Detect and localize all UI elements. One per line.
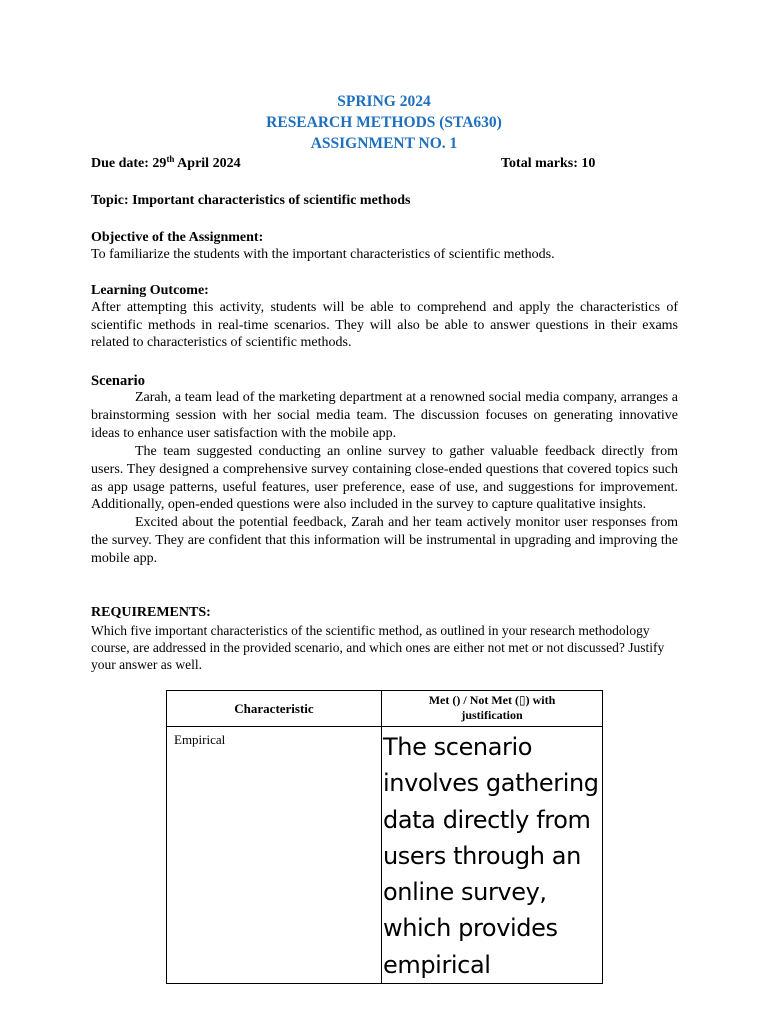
- total-marks: Total marks: 10: [501, 156, 596, 171]
- learning-outcome-heading: Learning Outcome:: [91, 283, 209, 298]
- due-date-suffix-sup: th: [166, 154, 175, 164]
- characteristic-column-header: Characteristic: [167, 691, 382, 727]
- met-header-line2: justification: [461, 708, 523, 722]
- learning-outcome-text: After attempting this activity, students will be able to comprehend and apply the characteristics of scientific methods in real-time scenarios. They will also be able to answer questions in their exams related to characteristics of scientific methods.: [91, 300, 678, 350]
- due-date-month: April 2024: [174, 156, 241, 171]
- characteristics-table: [166, 690, 603, 984]
- table-row: [167, 727, 603, 984]
- topic-line: Topic: Important characteristics of scientific methods: [91, 193, 411, 208]
- scenario-heading: Scenario: [91, 373, 145, 389]
- justification-cell: The scenario involves gathering data directly from users through an online survey, which provides empirical: [382, 727, 603, 984]
- course-title: RESEARCH METHODS (STA630): [266, 114, 502, 131]
- objective-heading: Objective of the Assignment:: [91, 230, 264, 245]
- scenario-body: [91, 389, 678, 568]
- semester-title: SPRING 2024: [337, 93, 431, 110]
- characteristic-cell: Empirical: [167, 727, 382, 984]
- requirements-heading: REQUIREMENTS:: [91, 605, 211, 620]
- scenario-paragraph: The team suggested conducting an online survey to gather valuable feedback directly from users. They designed a comprehensive survey containing close-ended questions that covered topics such as app usage patterns, useful features, user preference, ease of use, and suggestions for improvement. Additionally, open-ended questions were also included in the survey to capture qualitative insights.: [91, 443, 678, 513]
- table-header-row: [167, 691, 603, 727]
- met-header-line1: Met () / Not Met (▯) with: [428, 693, 556, 707]
- scenario-paragraph: Zarah, a team lead of the marketing department at a renowned social media company, arranges a brainstorming session with her social media team. The discussion focuses on generating innovative ideas to enhance user satisfaction with the mobile app.: [91, 390, 678, 441]
- objective-text: To familiarize the students with the important characteristics of scientific methods.: [91, 247, 555, 262]
- scenario-paragraph: Excited about the potential feedback, Zarah and her team actively monitor user responses from the survey. They are confident that this information will be instrumental in upgrading and improving the mobile app.: [91, 515, 678, 567]
- assignment-title: ASSIGNMENT NO. 1: [310, 135, 458, 152]
- requirements-text: Which five important characteristics of the scientific method, as outlined in your research methodology course, are addressed in the provided scenario, and which ones are either not met or not discussed? Justify your answer as well.: [91, 623, 665, 673]
- due-date: [91, 156, 241, 172]
- met-column-header: [382, 691, 603, 727]
- due-date-prefix: Due date: 29: [91, 156, 167, 171]
